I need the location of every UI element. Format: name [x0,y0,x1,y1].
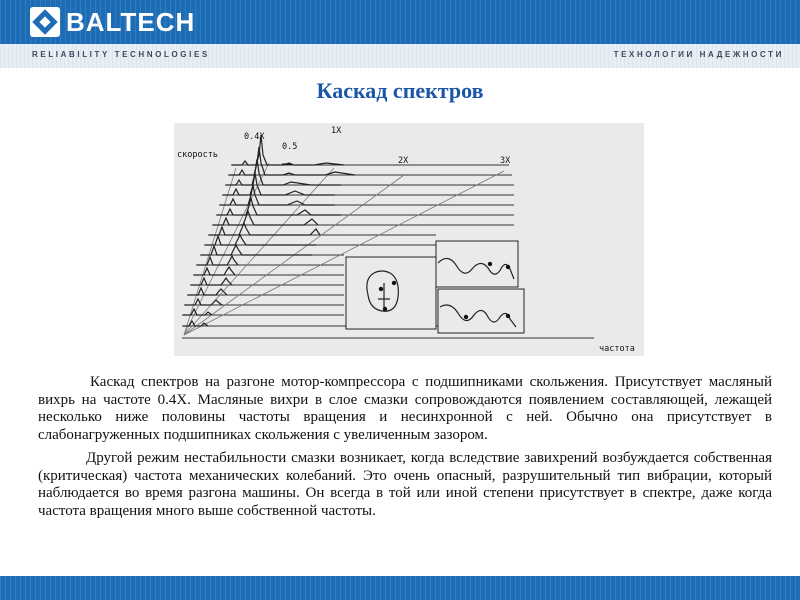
harmonic-label-3x: 3X [500,156,511,166]
paragraph-2: Другой режим нестабильности смазки возникает, когда вследствие завихрений возбуждается собственная (критическая) частота механических колебаний. Это очень опасный, разрушительный тип вибрации, который наблюдается во время разгона машины. Он всегда в той или иной степени присутствует в спектре, даже когда частота вращения много выше собственной частоты. [38,450,772,519]
cascade-svg [174,123,644,356]
harmonic-label-2x: 2X [398,156,409,166]
paragraph-1: Каскад спектров на разгоне мотор-компрессора с подшипниками скольжения. Присутствует масляный вихрь на частоте 0.4X. Масляные вихри в слое смазки сопровождаются появлением составляющей, лежащей несколько ниже половины частоты вращения и несинхронной с ней. Обычно она присутствует в слабонагруженных подшипниках скольжения с увеличенным зазором. [38,374,772,443]
logo-text: BALTECH [66,6,196,37]
logo-mark-icon [30,7,60,37]
frequency-axis-label: частота [599,344,635,354]
baltech-logo [30,7,195,37]
tagline-left: RELIABILITY TECHNOLOGIES [32,50,210,59]
harmonic-label-0-5: 0.5 [282,142,298,152]
body-text [38,374,772,526]
harmonic-label-1x: 1X [331,126,342,136]
tagline-right: ТЕХНОЛОГИИ НАДЕЖНОСТИ [613,50,784,59]
footer-bar [0,576,800,600]
harmonic-label-0-4x: 0.4X [244,132,265,142]
spectrum-cascade-figure [174,123,644,356]
speed-axis-label: скорость [177,150,218,160]
slide-title: Каскад спектров [316,78,484,103]
diagnostic-insets [346,241,524,333]
header-bar [0,0,800,44]
